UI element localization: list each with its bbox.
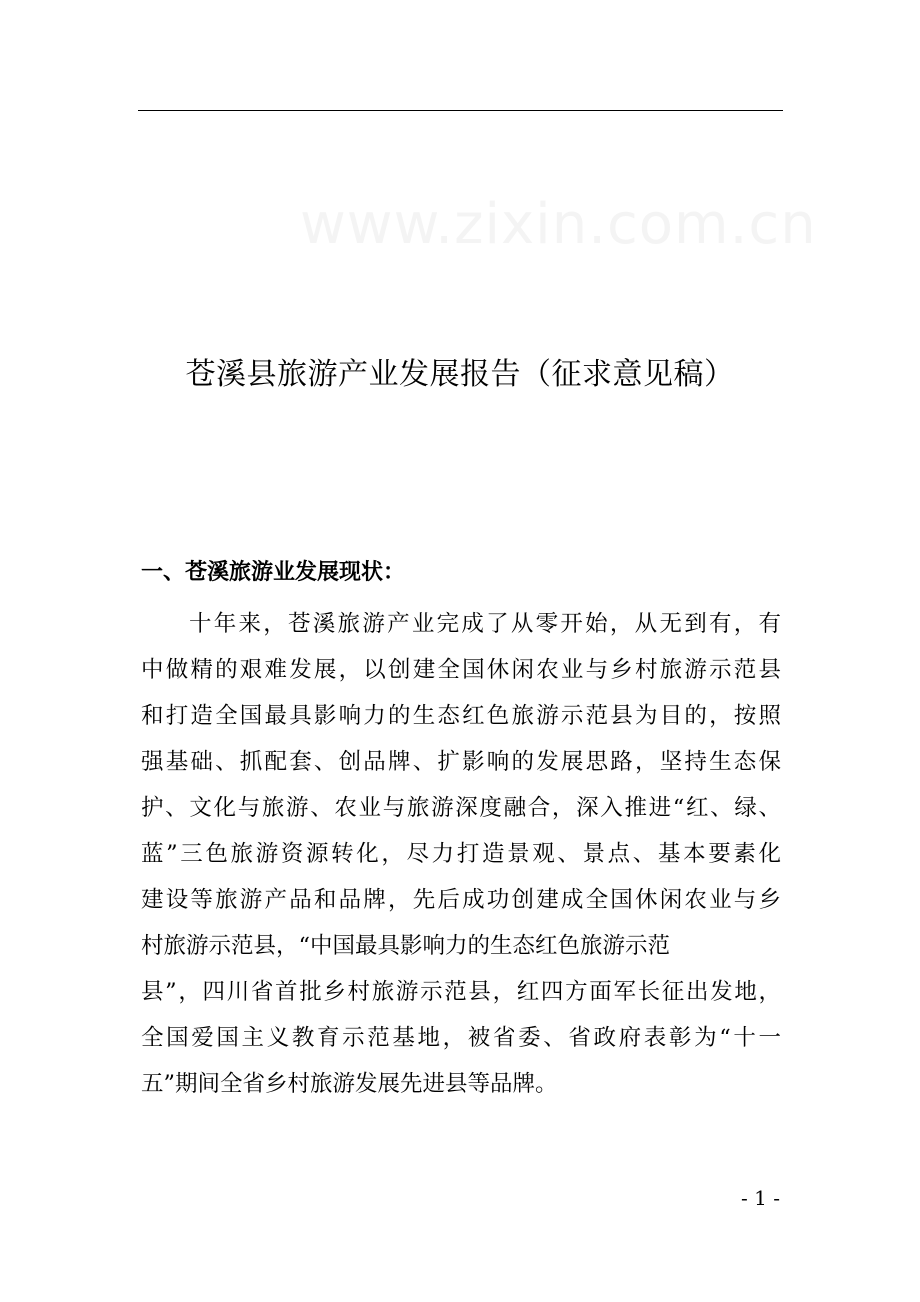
paragraph-line: 全国爱国主义教育示范基地，被省委、省政府表彰为“十一 [141, 1025, 781, 1051]
paragraph-line: 护、文化与旅游、农业与旅游深度融合，深入推进“红、绿、 [141, 795, 781, 821]
paragraph-line: 建设等旅游产品和品牌，先后成功创建成全国休闲农业与乡 [141, 887, 781, 913]
paragraph-line: 五”期间全省乡村旅游发展先进县等品牌。 [141, 1071, 558, 1097]
paragraph-line: 和打造全国最具影响力的生态红色旅游示范县为目的，按照 [141, 703, 781, 729]
paragraph-line: 村旅游示范县，“中国最具影响力的生态红色旅游示范 [141, 933, 671, 959]
document-title: 苍溪县旅游产业发展报告（征求意见稿） [185, 357, 735, 392]
paragraph-line: 蓝”三色旅游资源转化，尽力打造景观、景点、基本要素化 [141, 841, 781, 867]
body-paragraph [141, 601, 781, 1107]
page-number: - 1 - [741, 1186, 780, 1210]
paragraph-line: 强基础、抓配套、创品牌、扩影响的发展思路，坚持生态保 [141, 749, 781, 775]
watermark: www.zixin.com.cn [300, 192, 817, 257]
paragraph-line: 十年来，苍溪旅游产业完成了从零开始，从无到有，有 [189, 611, 781, 637]
paragraph-line: 县”，四川省首批乡村旅游示范县，红四方面军长征出发地， [141, 979, 781, 1005]
header-rule [138, 110, 783, 111]
section-heading: 一、苍溪旅游业发展现状： [141, 560, 406, 585]
paragraph-line: 中做精的艰难发展，以创建全国休闲农业与乡村旅游示范县 [141, 657, 781, 683]
